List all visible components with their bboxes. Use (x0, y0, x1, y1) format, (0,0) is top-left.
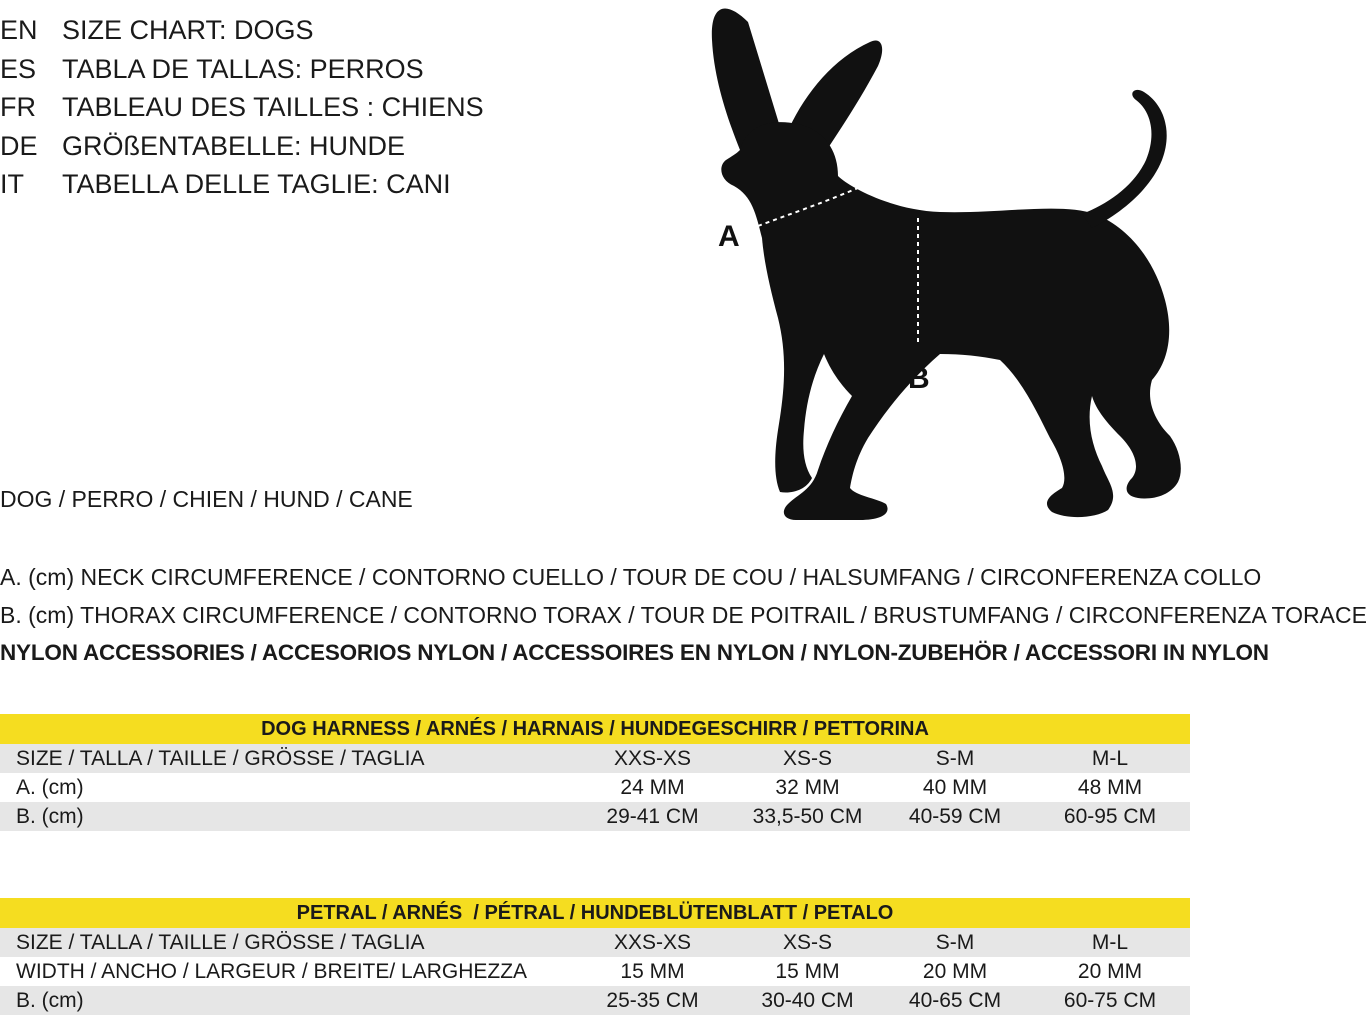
cell: 32 MM (775, 776, 840, 799)
cell: 60-95 CM (1063, 805, 1157, 828)
dog-line: DOG / PERRO / CHIEN / HUND / CANE (0, 486, 413, 512)
cell: 15 MM (775, 960, 840, 983)
row-label: WIDTH / ANCHO / LARGEUR / BREITE/ LARGHEZZA (16, 960, 528, 983)
dog-silhouette-diagram (700, 0, 1200, 525)
title-fr (0, 89, 484, 128)
lang-code: DE (0, 130, 38, 161)
cell: 30-40 CM (761, 989, 854, 1012)
cell: 48 MM (1077, 776, 1143, 799)
label-a: A (718, 220, 740, 253)
row-label: A. (cm) (16, 776, 84, 799)
row-label: B. (cm) (16, 989, 84, 1012)
cell: 40-65 CM (908, 989, 1002, 1012)
table-row (0, 773, 1190, 802)
cell: XXS-XS (613, 931, 692, 954)
table-row (0, 928, 1190, 957)
cell: 40 MM (922, 776, 988, 799)
lang-code: ES (0, 53, 37, 84)
title-de (0, 128, 484, 167)
title-text: TABLA DE TALLAS: PERROS (62, 53, 424, 84)
cell: 20 MM (922, 960, 988, 983)
row-label: SIZE / TALLA / TAILLE / GRÖSSE / TAGLIA (16, 931, 425, 954)
table-row (0, 744, 1190, 773)
cell: 24 MM (620, 776, 685, 799)
title-it (0, 166, 484, 205)
cell: XS-S (782, 747, 832, 770)
table-title: PETRAL / ARNÉS / PÉTRAL / HUNDEBLÜTENBLATT / PETALO (0, 898, 1190, 928)
title-en (0, 12, 484, 51)
title-text: GRÖßENTABELLE: HUNDE (62, 130, 406, 161)
cell: 60-75 CM (1063, 989, 1157, 1012)
lang-code: EN (0, 15, 38, 45)
table-row (0, 957, 1190, 986)
title-text: SIZE CHART: DOGS (62, 15, 314, 45)
cell: 15 MM (620, 960, 685, 983)
label-b: B (908, 362, 930, 395)
cell: M-L (1091, 747, 1129, 770)
cell: M-L (1091, 931, 1129, 954)
cell: 40-59 CM (908, 805, 1002, 828)
legend-b: B. (cm) THORAX CIRCUMFERENCE / CONTORNO TORAX / TOUR DE POITRAIL / BRUSTUMFANG / CIRCONFERENZA TORACE (0, 602, 1367, 628)
petral-table (0, 898, 1190, 1015)
title-list (0, 12, 484, 205)
cell: XS-S (782, 931, 832, 954)
table-title: DOG HARNESS / ARNÉS / HARNAIS / HUNDEGESCHIRR / PETTORINA (0, 714, 1190, 744)
cell: S-M (935, 747, 975, 770)
lang-code: IT (0, 169, 24, 199)
cell: S-M (935, 931, 975, 954)
section-title: NYLON ACCESSORIES / ACCESORIOS NYLON / ACCESSOIRES EN NYLON / NYLON-ZUBEHÖR / ACCESSORI IN NYLON (0, 640, 1269, 665)
lang-code: FR (0, 92, 36, 122)
cell: 29-41 CM (606, 805, 699, 828)
cell: XXS-XS (613, 747, 692, 770)
row-label: SIZE / TALLA / TAILLE / GRÖSSE / TAGLIA (16, 747, 425, 770)
title-es (0, 51, 484, 90)
legend-a: A. (cm) NECK CIRCUMFERENCE / CONTORNO CUELLO / TOUR DE COU / HALSUMFANG / CIRCONFERENZA COLLO (0, 564, 1262, 590)
cell: 25-35 CM (606, 989, 699, 1012)
harness-table (0, 714, 1190, 831)
title-text: TABELLA DELLE TAGLIE: CANI (62, 169, 451, 199)
table-row (0, 986, 1190, 1015)
dog-icon (712, 8, 1181, 520)
table-row (0, 802, 1190, 831)
row-label: B. (cm) (16, 805, 84, 828)
title-text: TABLEAU DES TAILLES : CHIENS (62, 92, 484, 122)
cell: 33,5-50 CM (752, 805, 863, 828)
cell: 20 MM (1077, 960, 1143, 983)
